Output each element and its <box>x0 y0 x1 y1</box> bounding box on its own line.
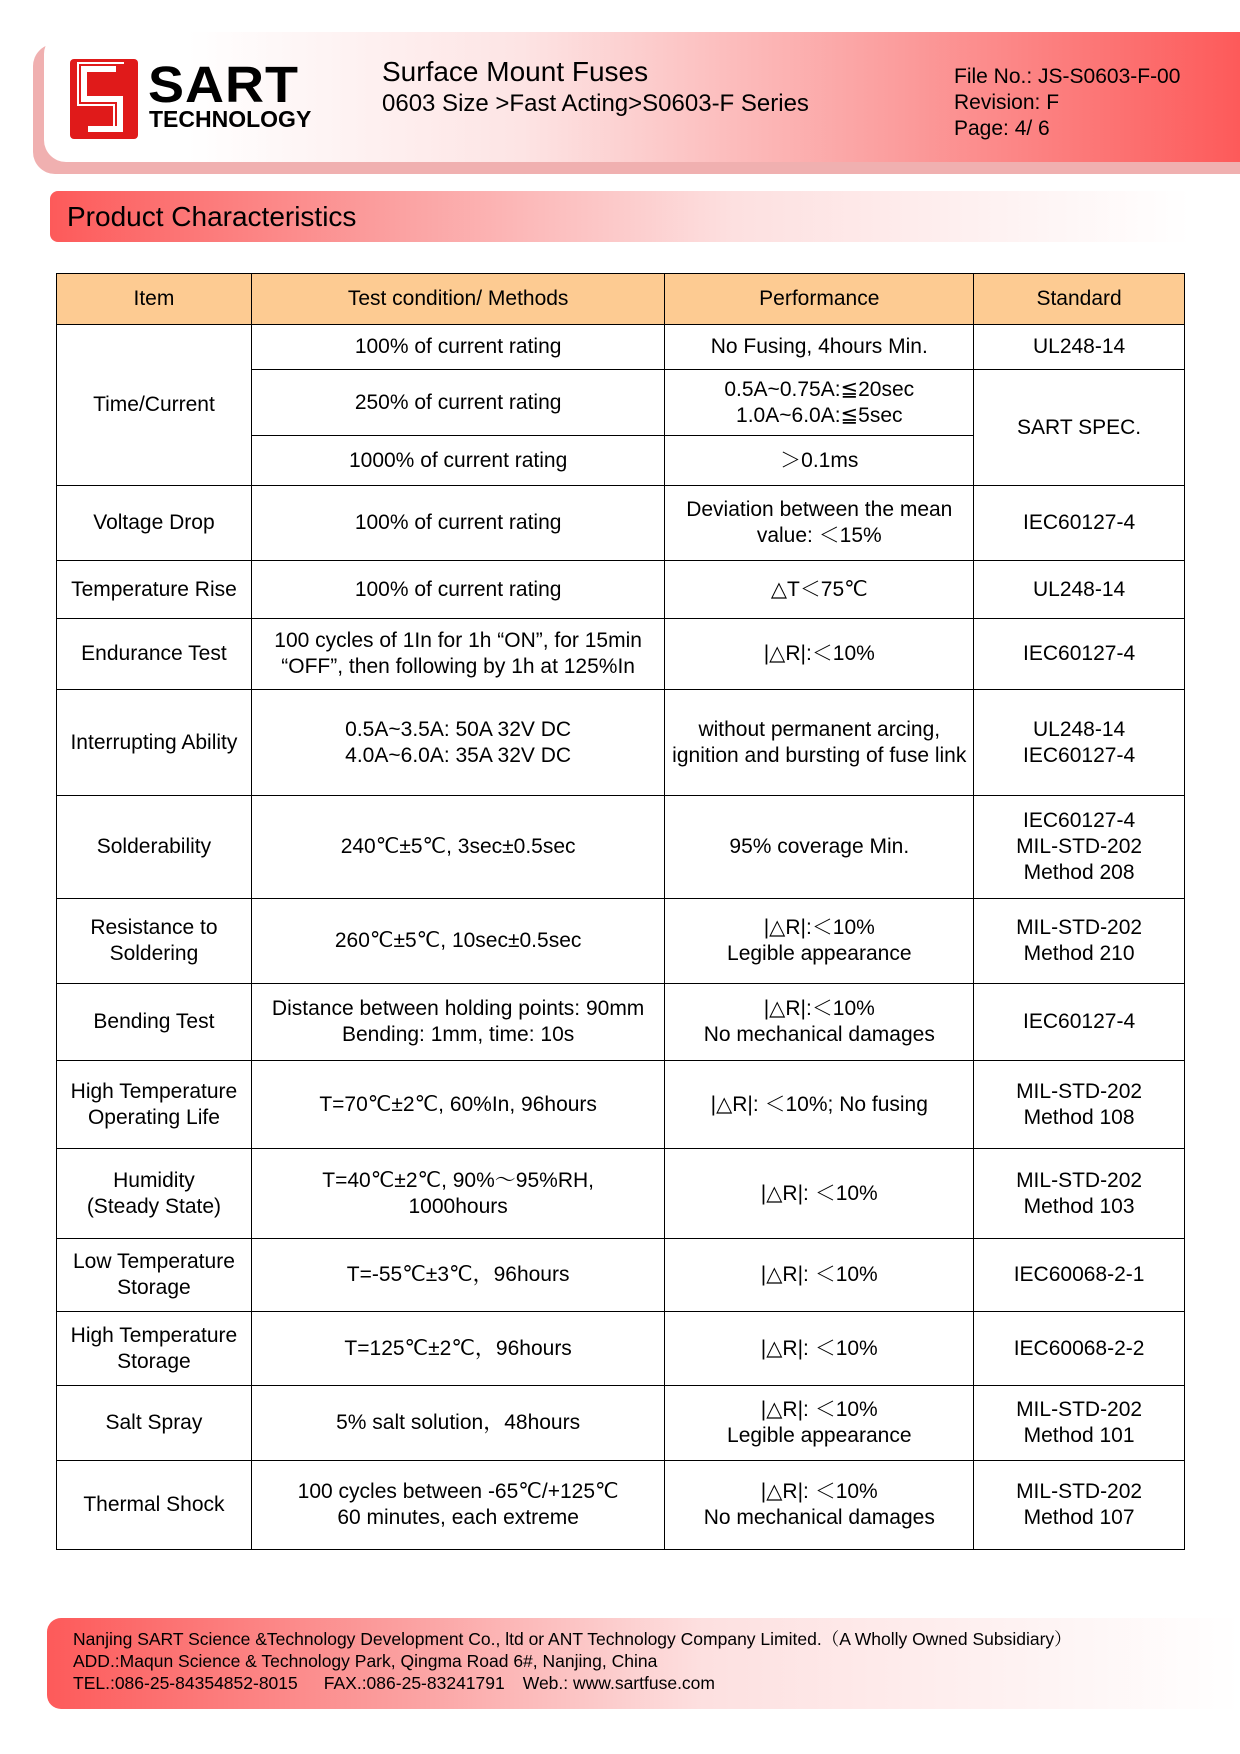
cell-condition: 100 cycles between -65℃/+125℃ 60 minutes, each extreme <box>251 1461 665 1550</box>
header-performance: Performance <box>665 274 974 325</box>
footer <box>47 1618 1240 1709</box>
page-number: Page: 4/ 6 <box>954 117 1050 140</box>
cell-performance: ＞0.1ms <box>665 436 974 486</box>
cell-performance: Deviation between the mean value: ＜15% <box>665 486 974 561</box>
cell-condition: T=40℃±2℃, 90%～95%RH, 1000hours <box>251 1149 665 1239</box>
footer-tel: TEL.:086-25-84354852-8015 <box>73 1673 298 1693</box>
cell-performance: |△R|: ＜10% <box>665 1149 974 1239</box>
table-header-row <box>57 274 1185 325</box>
cell-standard: IEC60127-4 MIL-STD-202 Method 208 <box>974 796 1185 899</box>
table-row <box>57 561 1185 619</box>
cell-item: High Temperature Operating Life <box>57 1061 252 1149</box>
cell-performance: |△R|:＜10% Legible appearance <box>665 899 974 984</box>
table-row <box>57 1386 1185 1461</box>
cell-condition: 100% of current rating <box>251 325 665 370</box>
section-title: Product Characteristics <box>67 201 357 232</box>
file-no: File No.: JS-S0603-F-00 <box>954 65 1181 88</box>
footer-address: ADD.:Maqun Science & Technology Park, Qingma Road 6#, Nanjing, China <box>73 1651 658 1671</box>
header-test-condition: Test condition/ Methods <box>251 274 665 325</box>
table-row <box>57 899 1185 984</box>
footer-web: Web.: www.sartfuse.com <box>522 1673 715 1693</box>
cell-item: High Temperature Storage <box>57 1312 252 1386</box>
cell-condition: 250% of current rating <box>251 370 665 436</box>
table-row <box>57 1149 1185 1239</box>
cell-condition: 1000% of current rating <box>251 436 665 486</box>
table-row <box>57 619 1185 690</box>
cell-condition: 240℃±5℃, 3sec±0.5sec <box>251 796 665 899</box>
cell-item: Resistance to Soldering <box>57 899 252 984</box>
cell-condition: Distance between holding points: 90mm Bending: 1mm, time: 10s <box>251 984 665 1061</box>
cell-condition: 100% of current rating <box>251 561 665 619</box>
cell-standard: SART SPEC. <box>974 370 1185 486</box>
table-row <box>57 1239 1185 1312</box>
table-row <box>57 796 1185 899</box>
cell-item: Low Temperature Storage <box>57 1239 252 1312</box>
cell-item: Endurance Test <box>57 619 252 690</box>
table-row <box>57 984 1185 1061</box>
cell-condition: 100% of current rating <box>251 486 665 561</box>
table-row <box>57 486 1185 561</box>
cell-standard: IEC60127-4 <box>974 486 1185 561</box>
cell-condition: 5% salt solution，48hours <box>251 1386 665 1461</box>
revision: Revision: F <box>954 91 1060 114</box>
table-row <box>57 325 1185 370</box>
cell-standard: IEC60127-4 <box>974 619 1185 690</box>
cell-performance: |△R|:＜10% <box>665 619 974 690</box>
cell-item: Voltage Drop <box>57 486 252 561</box>
cell-item: Temperature Rise <box>57 561 252 619</box>
cell-item: Bending Test <box>57 984 252 1061</box>
cell-performance: 95% coverage Min. <box>665 796 974 899</box>
doc-info <box>954 64 1180 142</box>
header-standard: Standard <box>974 274 1185 325</box>
cell-condition: 100 cycles of 1In for 1h “ON”, for 15min “OFF”, then following by 1h at 125%In <box>251 619 665 690</box>
cell-performance: without permanent arcing, ignition and bursting of fuse link <box>665 690 974 796</box>
header-item: Item <box>57 274 252 325</box>
cell-performance: 0.5A~0.75A:≦20sec 1.0A~6.0A:≦5sec <box>665 370 974 436</box>
footer-company: Nanjing SART Science &Technology Development Co., ltd or ANT Technology Company Limited.（A Wholly Owned Subsidiary） <box>73 1629 1072 1649</box>
logo-subtext: TECHNOLOGY <box>149 106 312 132</box>
table-row <box>57 1461 1185 1550</box>
cell-performance: |△R|:＜10% No mechanical damages <box>665 984 974 1061</box>
cell-performance: |△R|: ＜10% Legible appearance <box>665 1386 974 1461</box>
cell-standard: IEC60068-2-2 <box>974 1312 1185 1386</box>
logo-text: SART <box>148 56 299 114</box>
doc-subtitle: 0603 Size >Fast Acting>S0603-F Series <box>382 90 809 117</box>
cell-condition: T=125℃±2℃，96hours <box>251 1312 665 1386</box>
cell-standard: MIL-STD-202 Method 108 <box>974 1061 1185 1149</box>
section-banner <box>50 191 1190 242</box>
cell-condition: 260℃±5℃, 10sec±0.5sec <box>251 899 665 984</box>
cell-performance: |△R|: ＜10% No mechanical damages <box>665 1461 974 1550</box>
cell-standard: UL248-14 <box>974 325 1185 370</box>
cell-performance: |△R|: ＜10% <box>665 1239 974 1312</box>
sart-logo-icon <box>70 59 138 139</box>
table-row <box>57 690 1185 796</box>
cell-standard: MIL-STD-202 Method 101 <box>974 1386 1185 1461</box>
cell-item: Solderability <box>57 796 252 899</box>
table-row <box>57 1061 1185 1149</box>
cell-standard: IEC60127-4 <box>974 984 1185 1061</box>
doc-title: Surface Mount Fuses <box>382 56 649 87</box>
cell-standard: MIL-STD-202 Method 210 <box>974 899 1185 984</box>
cell-item: Salt Spray <box>57 1386 252 1461</box>
cell-item: Interrupting Ability <box>57 690 252 796</box>
cell-item: Thermal Shock <box>57 1461 252 1550</box>
cell-standard: IEC60068-2-1 <box>974 1239 1185 1312</box>
cell-standard: MIL-STD-202 Method 107 <box>974 1461 1185 1550</box>
cell-condition: T=-55℃±3℃，96hours <box>251 1239 665 1312</box>
cell-performance: |△R|: ＜10% <box>665 1312 974 1386</box>
cell-item: Time/Current <box>57 325 252 486</box>
characteristics-table <box>56 273 1185 1550</box>
cell-standard: MIL-STD-202 Method 103 <box>974 1149 1185 1239</box>
cell-condition: T=70℃±2℃, 60%In, 96hours <box>251 1061 665 1149</box>
cell-standard: UL248-14 IEC60127-4 <box>974 690 1185 796</box>
cell-condition: 0.5A~3.5A: 50A 32V DC 4.0A~6.0A: 35A 32V DC <box>251 690 665 796</box>
footer-fax: FAX.:086-25-83241791 <box>323 1673 505 1693</box>
cell-standard: UL248-14 <box>974 561 1185 619</box>
cell-performance: △T＜75℃ <box>665 561 974 619</box>
cell-performance: No Fusing, 4hours Min. <box>665 325 974 370</box>
cell-performance: |△R|: ＜10%; No fusing <box>665 1061 974 1149</box>
cell-item: Humidity (Steady State) <box>57 1149 252 1239</box>
table-row <box>57 1312 1185 1386</box>
